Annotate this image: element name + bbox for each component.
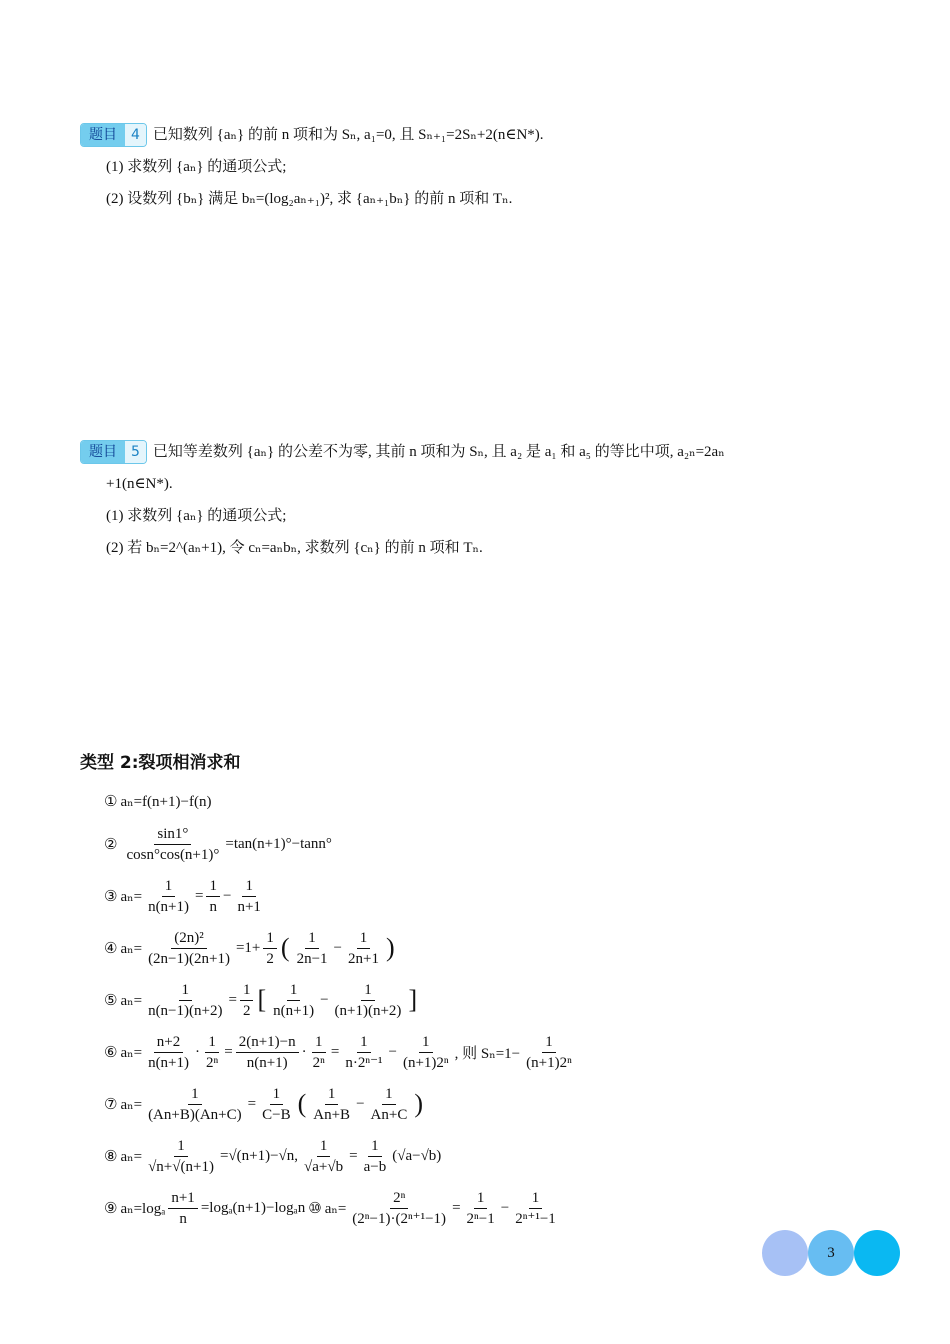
fraction: $\frac{1}{\text{2ⁿ}}$	[206, 1033, 219, 1071]
tag-label: 题目	[81, 124, 125, 146]
fraction: $\frac{1}{2n-1}$	[296, 929, 328, 967]
formula-list	[104, 784, 578, 1234]
problem-5	[80, 435, 820, 564]
question-1: (1) 求数列 {aₙ} 的通项公式;	[106, 159, 287, 175]
formula-marker: ③	[104, 887, 118, 905]
question-2: (2) 若 bₙ=2^(aₙ+1), 令 cₙ=aₙbₙ, 求数列 {cₙ} 的前 n 项和 Tₙ.	[106, 540, 483, 556]
fraction: $\frac{1}{An+C}$	[370, 1085, 408, 1123]
problem-stem: 已知等差数列 {aₙ} 的公差不为零, 其前 n 项和为 Sₙ, 且 a₂ 是 a₁ 和 a₅ 的等比中项, a₂ₙ=2aₙ	[152, 444, 725, 460]
formula-5: ⑤ aₙ= $\frac{1}{n(n-1)(n+2)}$ = $\frac{1}{2}$ [ $\frac{1}{n(n+1)}$ − $\frac{1}{(n+1)(n+2)}$ ]	[104, 981, 418, 1019]
formula-2: ② $\frac{\sin 1^\circ}{\cos n^\circ\cos(n+1)^\circ}$ =tan(n+1)°−tann°	[104, 825, 332, 863]
problem-tag	[80, 440, 147, 464]
formula-text: aₙ=f(n+1)−f(n)	[120, 793, 212, 810]
fraction: $\frac{1}{\text{(n+1)2ⁿ}}$	[402, 1033, 449, 1071]
fraction: $\frac{1}{n(n+1)}$	[148, 877, 190, 915]
problem-stem: 已知数列 {aₙ} 的前 n 项和为 Sₙ, a₁=0, 且 Sₙ₊₁=2Sₙ+2(n∈N*).	[152, 127, 544, 143]
formula-6: ⑥ aₙ= $\frac{n+2}{n(n+1)}$ · $\frac{1}{\text{2ⁿ}}$ = $\frac{2(n+1)-n}{n(n+1)}$ · $\frac{1}{\text{2ⁿ}}$ = $\frac{1}{\text{n·2ⁿ⁻¹}}$ − $\frac{1}{\text{(n+1)2ⁿ}}$ , 则 Sₙ=1− $\frac{1}{\text{(n+1)2ⁿ}}$	[104, 1026, 578, 1078]
problem-4	[80, 118, 820, 215]
section-title: 类型 2:裂项相消求和	[80, 753, 241, 773]
tag-label: 题目	[81, 441, 125, 463]
problem-tag	[80, 123, 147, 147]
fraction: $\frac{1}{\text{2ⁿ}}$	[312, 1033, 325, 1071]
fraction: $\frac{1}{(An+B)(An+C)}$	[148, 1085, 242, 1123]
formula-7: ⑦ aₙ= $\frac{1}{(An+B)(An+C)}$ = $\frac{1}{C-B}$ ( $\frac{1}{An+B}$ − $\frac{1}{An+C}$ )	[104, 1085, 423, 1123]
fraction: $\frac{n+1}{n}$	[168, 1189, 197, 1228]
fraction: $\frac{1}{\text{2ⁿ−1}}$	[466, 1189, 495, 1227]
formula-9-10: ⑨ aₙ=logₐ $\frac{n+1}{n}$ =logₐ(n+1)−logₐn ⑩ aₙ= $\frac{\text{2ⁿ}}{\text{(2ⁿ−1)·(2ⁿ⁺¹−1)}}$ = $\frac{1}{\text{2ⁿ−1}}$ − $\frac{1}{\text{2ⁿ⁺¹−1}}$	[104, 1182, 578, 1234]
formula-3: ③ aₙ= $\frac{1}{n(n+1)}$ = $\frac{1}{n}$ − $\frac{1}{n+1}$	[104, 870, 578, 922]
fraction: $\frac{1}{2}$	[263, 929, 277, 968]
fraction: $\frac{\text{2ⁿ}}{\text{(2ⁿ−1)·(2ⁿ⁺¹−1)}}$	[352, 1189, 447, 1227]
fraction: $\frac{1}{\text{n·2ⁿ⁻¹}}$	[345, 1033, 383, 1071]
fraction: $\frac{1}{\text{2ⁿ⁺¹−1}}$	[515, 1189, 556, 1227]
fraction: $\frac{1}{n+1}$	[237, 877, 261, 915]
decor-circle	[762, 1230, 808, 1276]
formula-marker: ⑦	[104, 1095, 118, 1113]
tag-number: 4	[125, 124, 146, 146]
fraction: $\frac{1}{(n+1)(n+2)}$	[334, 981, 402, 1019]
problem-stem-continued: +1(n∈N*).	[106, 476, 173, 492]
formula-marker: ⑧	[104, 1147, 118, 1165]
fraction: $\frac{n+2}{n(n+1)}$	[148, 1033, 190, 1071]
formula-4: ④ aₙ= $\frac{\text{(2n)²}}{(2n-1)(2n+1)}$ =1+ $\frac{1}{2}$ ( $\frac{1}{2n-1}$ − $\frac{1}{2n+1}$ )	[104, 929, 395, 967]
formula-marker: ⑥	[104, 1043, 118, 1061]
fraction: $\frac{1}{n(n-1)(n+2)}$	[148, 981, 223, 1019]
formula-1	[104, 784, 578, 818]
formula-marker: ④	[104, 939, 118, 957]
fraction: $\frac{1}{√a+√b}$	[304, 1137, 344, 1175]
formula-marker: ⑩	[308, 1199, 322, 1217]
formula-marker: ②	[104, 835, 118, 853]
fraction: $\frac{1}{2}$	[240, 981, 254, 1020]
decor-circle	[854, 1230, 900, 1276]
fraction: $\frac{\text{(2n)²}}{(2n-1)(2n+1)}$	[148, 929, 230, 967]
fraction: $\frac{1}{n(n+1)}$	[273, 981, 315, 1019]
formula-marker: ⑨	[104, 1199, 118, 1217]
fraction: $\frac{2(n+1)-n}{n(n+1)}$	[236, 1033, 299, 1072]
fraction: $\frac{1}{n}$	[206, 877, 220, 916]
fraction: $\frac{1}{√n+√(n+1)}$	[148, 1137, 214, 1175]
question-1: (1) 求数列 {aₙ} 的通项公式;	[106, 508, 287, 524]
fraction: $\frac{1}{a-b}$	[363, 1137, 387, 1175]
fraction: $\frac{1}{2n+1}$	[348, 929, 379, 967]
fraction: $\frac{\sin 1^\circ}{\cos n^\circ\cos(n+1)^\circ}$	[126, 825, 220, 863]
fraction: $\frac{1}{An+B}$	[313, 1085, 351, 1123]
fraction: $\frac{1}{\text{(n+1)2ⁿ}}$	[526, 1033, 572, 1071]
fraction: $\frac{1}{C-B}$	[262, 1085, 291, 1123]
formula-8: ⑧ aₙ= $\frac{1}{√n+√(n+1)}$ =√(n+1)−√n, $\frac{1}{√a+√b}$ = $\frac{1}{a-b}$ (√a−√b)	[104, 1137, 442, 1175]
formula-marker: ⑤	[104, 991, 118, 1009]
page-number-badge	[762, 1230, 902, 1278]
tag-number: 5	[125, 441, 146, 463]
formula-marker: ①	[104, 792, 118, 810]
page-number: 3	[827, 1245, 835, 1261]
question-2: (2) 设数列 {bₙ} 满足 bₙ=(log₂aₙ₊₁)², 求 {aₙ₊₁bₙ} 的前 n 项和 Tₙ.	[106, 191, 513, 207]
